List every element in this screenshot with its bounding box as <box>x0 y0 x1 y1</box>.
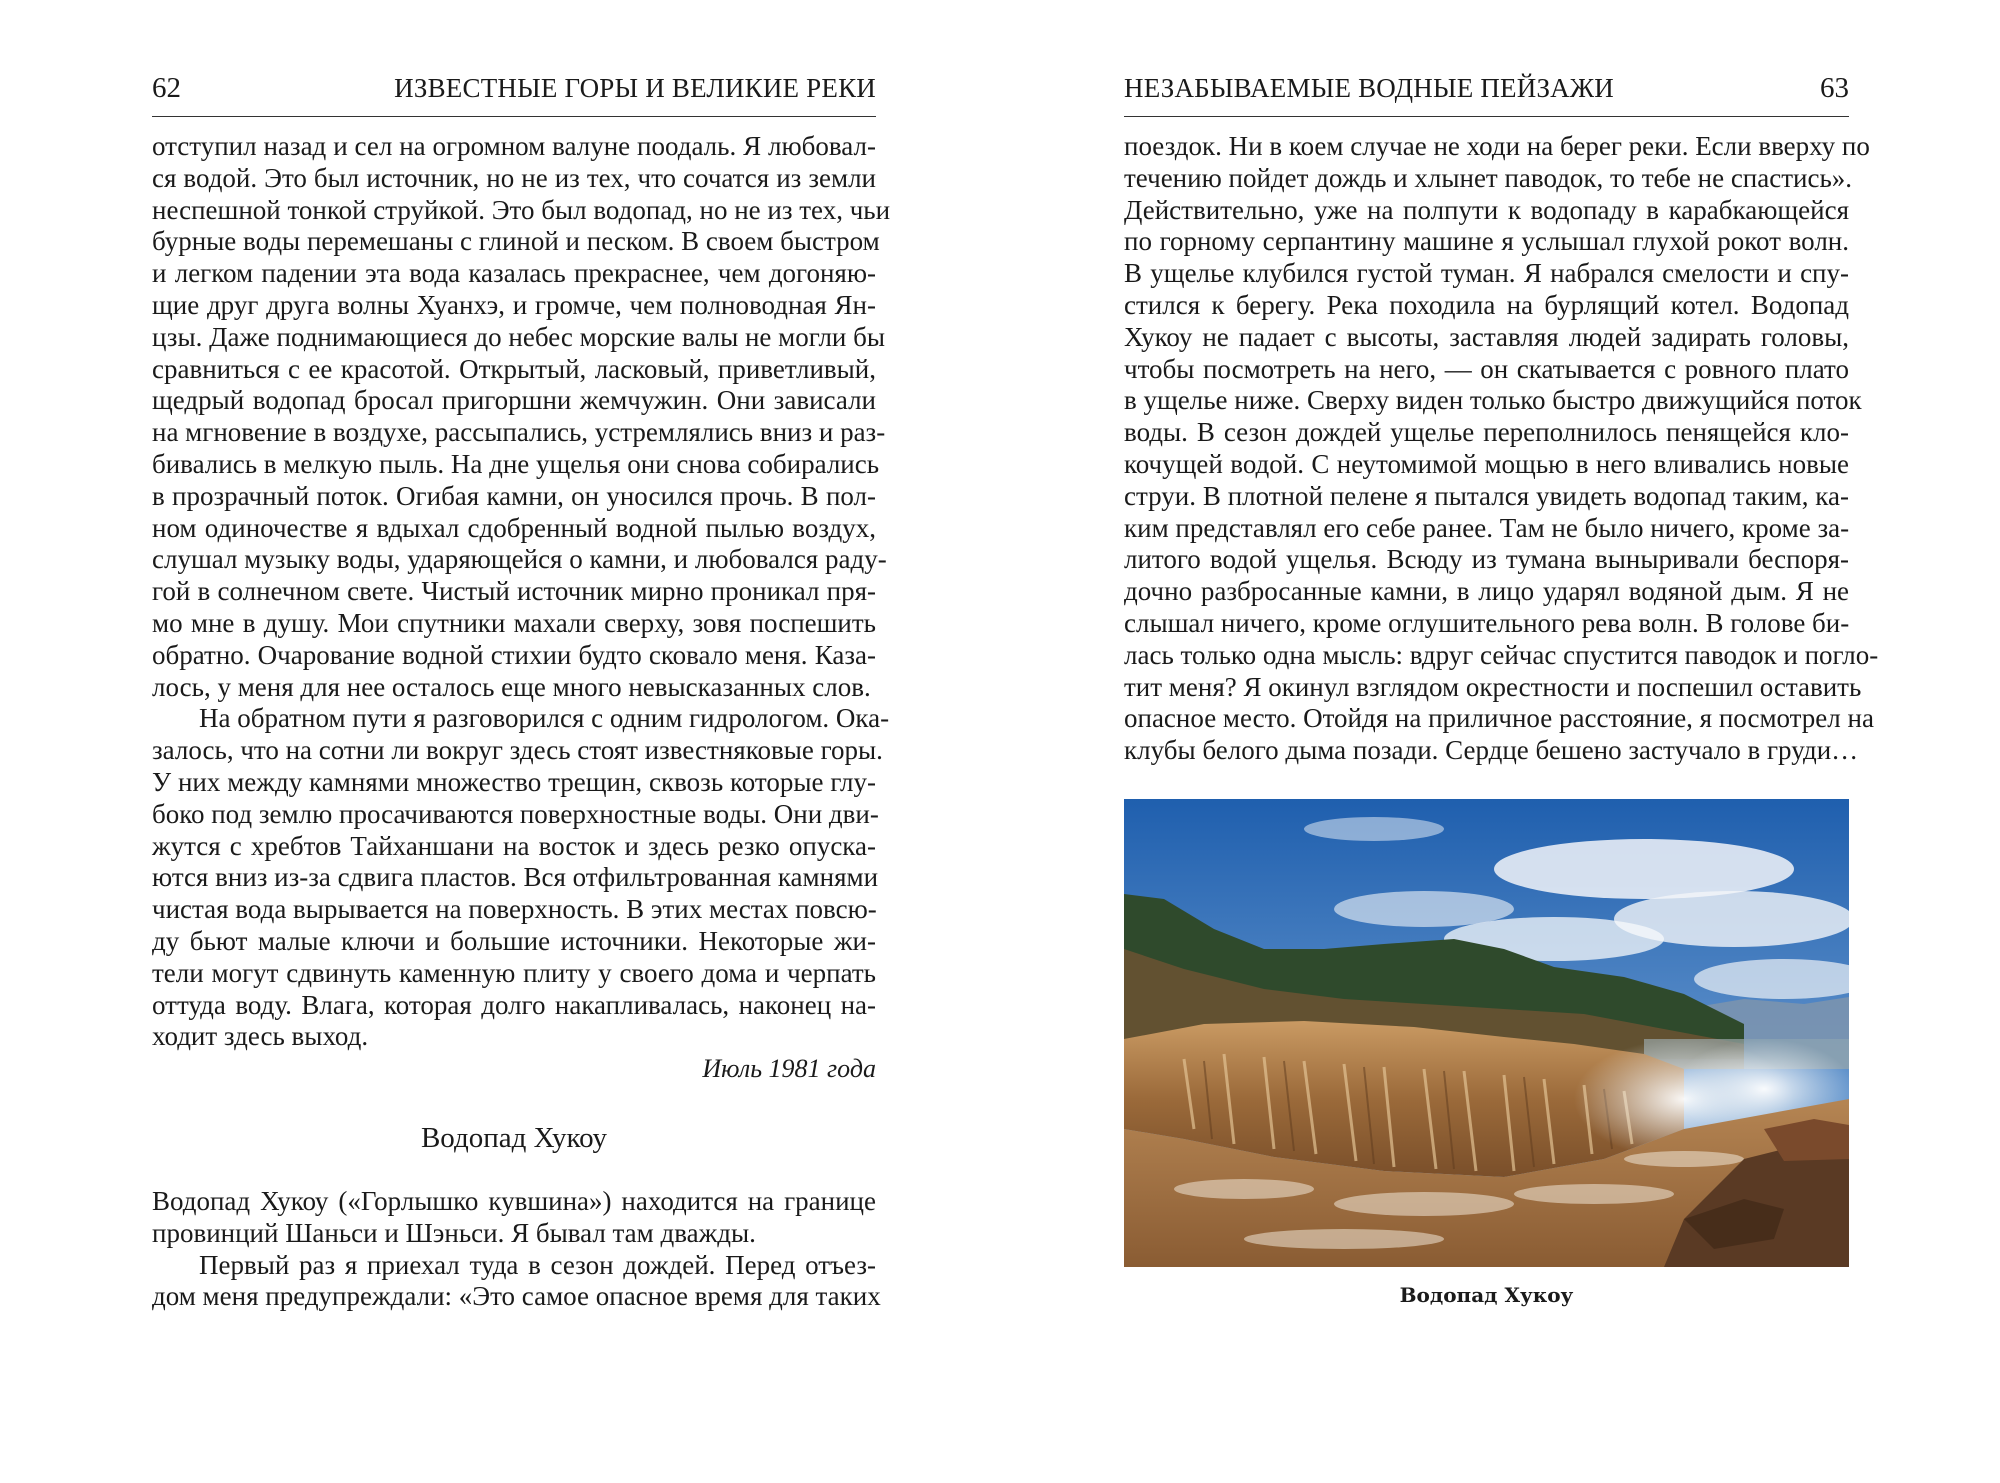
left-body-text <box>152 131 891 1053</box>
text-line: ном одиночестве я вдыхал сдобренный водной пылью воздух, <box>152 512 876 543</box>
running-title: НЕЗАБЫВАЕМЫЕ ВОДНЫЕ ПЕЙЗАЖИ <box>1124 73 1614 103</box>
waterfall-photo-illustration <box>1124 799 1849 1267</box>
text-line: Водопад Хукоу («Горлышко кувшина») находится на границе <box>152 1186 876 1216</box>
text-line: гой в солнечном свете. Чистый источник мирно проникал пря- <box>152 576 876 607</box>
text-line: опасное место. Отойдя на приличное расстояние, я посмотрел на <box>1124 703 1874 734</box>
right-body-text <box>1124 131 1879 767</box>
text-line: в ущелье ниже. Сверху виден только быстро движущийся поток <box>1124 385 1862 416</box>
text-line: ходит здесь выход. <box>152 1021 369 1052</box>
text-line: щие друг друга волны Хуанхэ, и громче, чем полноводная Ян- <box>152 289 876 320</box>
photo-caption: Водопад Хукоу <box>1399 1283 1574 1307</box>
text-line: жутся с хребтов Тайханшани на восток и здесь резко опуска- <box>152 830 876 861</box>
text-line: течению пойдет дождь и хлынет паводок, то тебе не спастись». <box>1124 162 1853 193</box>
text-line: щедрый водопад бросал пригоршни жемчужин. Они зависали <box>152 385 876 416</box>
text-line: ся водой. Это был источник, но не из тех, что сочатся из земли <box>152 162 876 193</box>
text-line: неспешной тонкой струйкой. Это был водопад, но не из тех, чьи <box>152 194 891 225</box>
text-line: ются вниз из-за сдвига пластов. Вся отфильтрованная камнями <box>152 862 879 893</box>
right-page <box>1124 0 1879 1483</box>
text-line: Хукоу не падает с высоты, заставляя людей задирать головы, <box>1124 321 1849 352</box>
text-line: клубы белого дыма позади. Сердце бешено застучало в груди… <box>1124 735 1859 766</box>
left-page-header <box>152 66 876 117</box>
section-body-text <box>152 1186 881 1313</box>
text-line: слушал музыку воды, ударяющейся о камни, и любовался раду- <box>152 544 887 575</box>
text-line: стился к берегу. Река походила на бурлящий котел. Водопад <box>1124 289 1849 320</box>
right-page-header <box>1124 66 1849 117</box>
text-line: сравниться с ее красотой. Открытый, ласковый, приветливый, <box>152 353 876 384</box>
text-line: поездок. Ни в коем случае не ходи на берег реки. Если вверху по <box>1124 131 1870 161</box>
left-page <box>152 0 891 1483</box>
text-line: слышал ничего, кроме оглушительного рева волн. В голове би- <box>1124 607 1850 638</box>
text-line: В ущелье клубился густой туман. Я набрался смелости и спу- <box>1124 258 1849 289</box>
text-line: лось, у меня для нее осталось еще много невысказанных слов. <box>152 671 871 702</box>
text-line: У них между камнями множество трещин, сквозь которые глу- <box>152 766 876 797</box>
text-line: боко под землю просачиваются поверхностные воды. Они дви- <box>152 798 879 829</box>
text-line: ду бьют малые ключи и большие источники. Некоторые жи- <box>152 925 876 956</box>
waterfall-photo <box>1124 799 1849 1267</box>
text-line: воды. В сезон дождей ущелье переполнилось пенящейся кло- <box>1124 417 1849 448</box>
text-line: провинций Шаньси и Шэньси. Я бывал там дважды. <box>152 1217 756 1248</box>
page-number: 62 <box>152 72 181 104</box>
page-number: 63 <box>1820 72 1849 104</box>
text-line: тит меня? Я окинул взглядом окрестности и поспешил оставить <box>1124 671 1862 702</box>
text-line: На обратном пути я разговорился с одним гидрологом. Ока- <box>199 703 890 734</box>
text-line: бурные воды перемешаны с глиной и песком. В своем быстром <box>152 226 880 257</box>
text-line: чтобы посмотреть на него, — он скатывается с ровного плато <box>1124 353 1849 384</box>
text-line: литого водой ущелья. Всюду из тумана выныривали беспоря- <box>1124 544 1849 575</box>
text-line: отступил назад и сел на огромном валуне поодаль. Я любовал- <box>152 131 876 161</box>
text-line: чистая вода вырывается на поверхность. В этих местах повсю- <box>152 894 877 925</box>
text-line: струи. В плотной пелене я пытался увидеть водопад таким, ка- <box>1124 480 1849 511</box>
text-line: в прозрачный поток. Огибая камни, он уносился прочь. В пол- <box>152 480 876 511</box>
running-title: ИЗВЕСТНЫЕ ГОРЫ И ВЕЛИКИЕ РЕКИ <box>394 73 876 103</box>
text-line: дочно разбросанные камни, в лицо ударял водяной дым. Я не <box>1124 576 1849 607</box>
text-line: залось, что на сотни ли вокруг здесь стоят известняковые горы. <box>152 735 883 766</box>
text-line: Действительно, уже на полпути к водопаду в карабкающейся <box>1124 194 1849 225</box>
text-line: на мгновение в воздухе, рассыпались, устремлялись вниз и раз- <box>152 417 886 448</box>
text-line: кочущей водой. С неутомимой мощью в него вливались новые <box>1124 448 1849 479</box>
text-line: бивались в мелкую пыль. На дне ущелья они снова собирались <box>152 448 880 479</box>
text-line: и легком падении эта вода казалась прекраснее, чем догоняю- <box>152 258 876 289</box>
text-line: по горному серпантину машине я услышал глухой рокот волн. <box>1124 226 1849 257</box>
text-line: обратно. Очарование водной стихии будто сковало меня. Каза- <box>152 639 876 670</box>
section-title: Водопад Хукоу <box>420 1122 608 1154</box>
text-line: дом меня предупреждали: «Это самое опасное время для таких <box>152 1281 881 1312</box>
text-line: ким представлял его себе ранее. Там не было ничего, кроме за- <box>1124 512 1850 543</box>
text-line: Первый раз я приехал туда в сезон дождей. Перед отъез- <box>199 1249 876 1280</box>
date-line: Июль 1981 года <box>702 1054 876 1083</box>
text-line: лась только одна мысль: вдруг сейчас спустится паводок и погло- <box>1124 639 1879 670</box>
text-line: тели могут сдвинуть каменную плиту у своего дома и черпать <box>152 957 876 988</box>
text-line: мо мне в душу. Мои спутники махали сверху, зовя поспешить <box>152 607 876 638</box>
text-line: цзы. Даже поднимающиеся до небес морские валы не могли бы <box>152 321 885 352</box>
text-line: оттуда воду. Влага, которая долго накапливалась, наконец на- <box>152 989 876 1020</box>
